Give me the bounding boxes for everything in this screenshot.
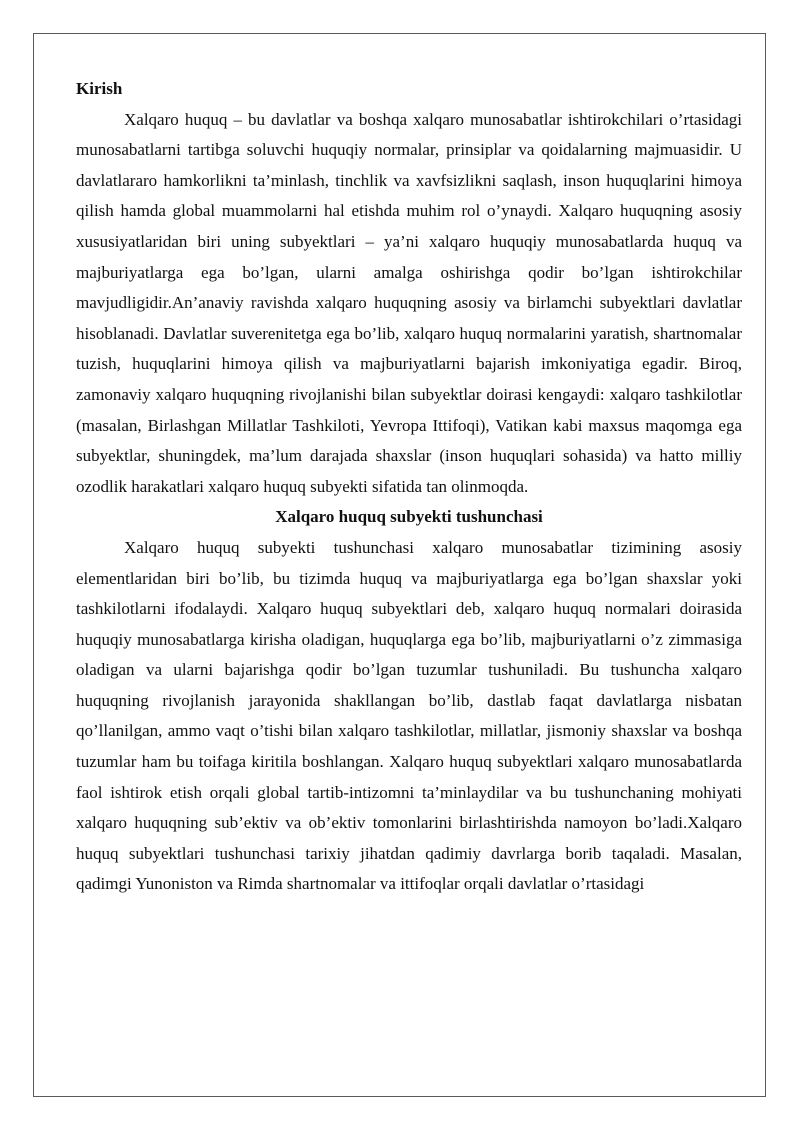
section-heading: Xalqaro huquq subyekti tushunchasi	[275, 507, 543, 527]
section-paragraph: Xalqaro huquq subyekti tushunchasi xalqaro munosabatlar tizimining asosiy elementlaridan biri bo’lib, bu tizimda huquq va majburiyatlarga ega bo’lgan shaxslar yoki tashkilotlarni ifodalaydi. Xalqaro huquq subyektlari deb, xalqaro huquq normalari doirasida huquqiy munosabatlarga kirisha oladigan, huquqlarga ega bo’lib, majburiyatlarni o’z zimmasiga oladigan va ularni bajarishga qodir bo’lgan tuzumlar tushuniladi. Bu tushuncha xalqaro huquqning rivojlanish jarayonida shakllangan bo’lib, dastlab faqat davlatlarga nisbatan qo’llanilgan, ammo vaqt o’tishi bilan xalqaro tashkilotlar, millatlar, jismoniy shaxslar va boshqa tuzumlar ham bu toifaga kiritila boshlangan. Xalqaro huquq subyektlari xalqaro munosabatlarda faol ishtirok etish orqali global tartib-intizomni ta’minlaydilar va bu tushunchaning mohiyati xalqaro huquqning sub’ektiv va ob’ektiv tomonlarini birlashtirishda namoyon bo’ladi.Xalqaro huquq subyektlari tushunchasi tarixiy jihatdan qadimiy davrlarga borib taqaladi. Masalan, qadimgi Yunoniston va Rimda shartnomalar va ittifoqlar orqali davlatlar o’rtasidagi	[76, 537, 742, 894]
intro-paragraph: Xalqaro huquq – bu davlatlar va boshqa xalqaro munosabatlar ishtirokchilari o’rtasidagi munosabatlarni tartibga soluvchi huquqiy normalar, prinsiplar va qoidalarning majmuasidir. U davlatlararo hamkorlikni ta’minlash, tinchlik va xavfsizlikni saqlash, inson huquqlarini himoya qilish hamda global muammolarni hal etishda muhim rol o’ynaydi. Xalqaro huquqning asosiy xususiyatlaridan biri uning subyektlari – ya’ni xalqaro huquqiy munosabatlarda huquq va majburiyatlarga ega bo’lgan, ularni amalga oshirishga qodir bo’lgan ishtirokchilar mavjudligidir.An’anaviy ravishda xalqaro huquqning asosiy va birlamchi subyektlari davlatlar hisoblanadi. Davlatlar suverenitetga ega bo’lib, xalqaro huquq normalarini yaratish, shartnomalar tuzish, huquqlarini himoya qilish va majburiyatlarni bajarish imkoniyatiga egadir. Biroq, zamonaviy xalqaro huquqning rivojlanishi bilan subyektlar doirasi kengaydi: xalqaro tashkilotlar (masalan, Birlashgan Millatlar Tashkiloti, Yevropa Ittifoqi), Vatikan kabi maxsus maqomga ega subyektlar, shuningdek, ma’lum darajada shaxslar (inson huquqlari sohasida) va hatto milliy ozodlik harakatlari xalqaro huquq subyekti sifatida tan olinmoqda.	[76, 109, 742, 496]
intro-heading: Kirish	[76, 79, 123, 98]
document-body	[76, 74, 742, 900]
